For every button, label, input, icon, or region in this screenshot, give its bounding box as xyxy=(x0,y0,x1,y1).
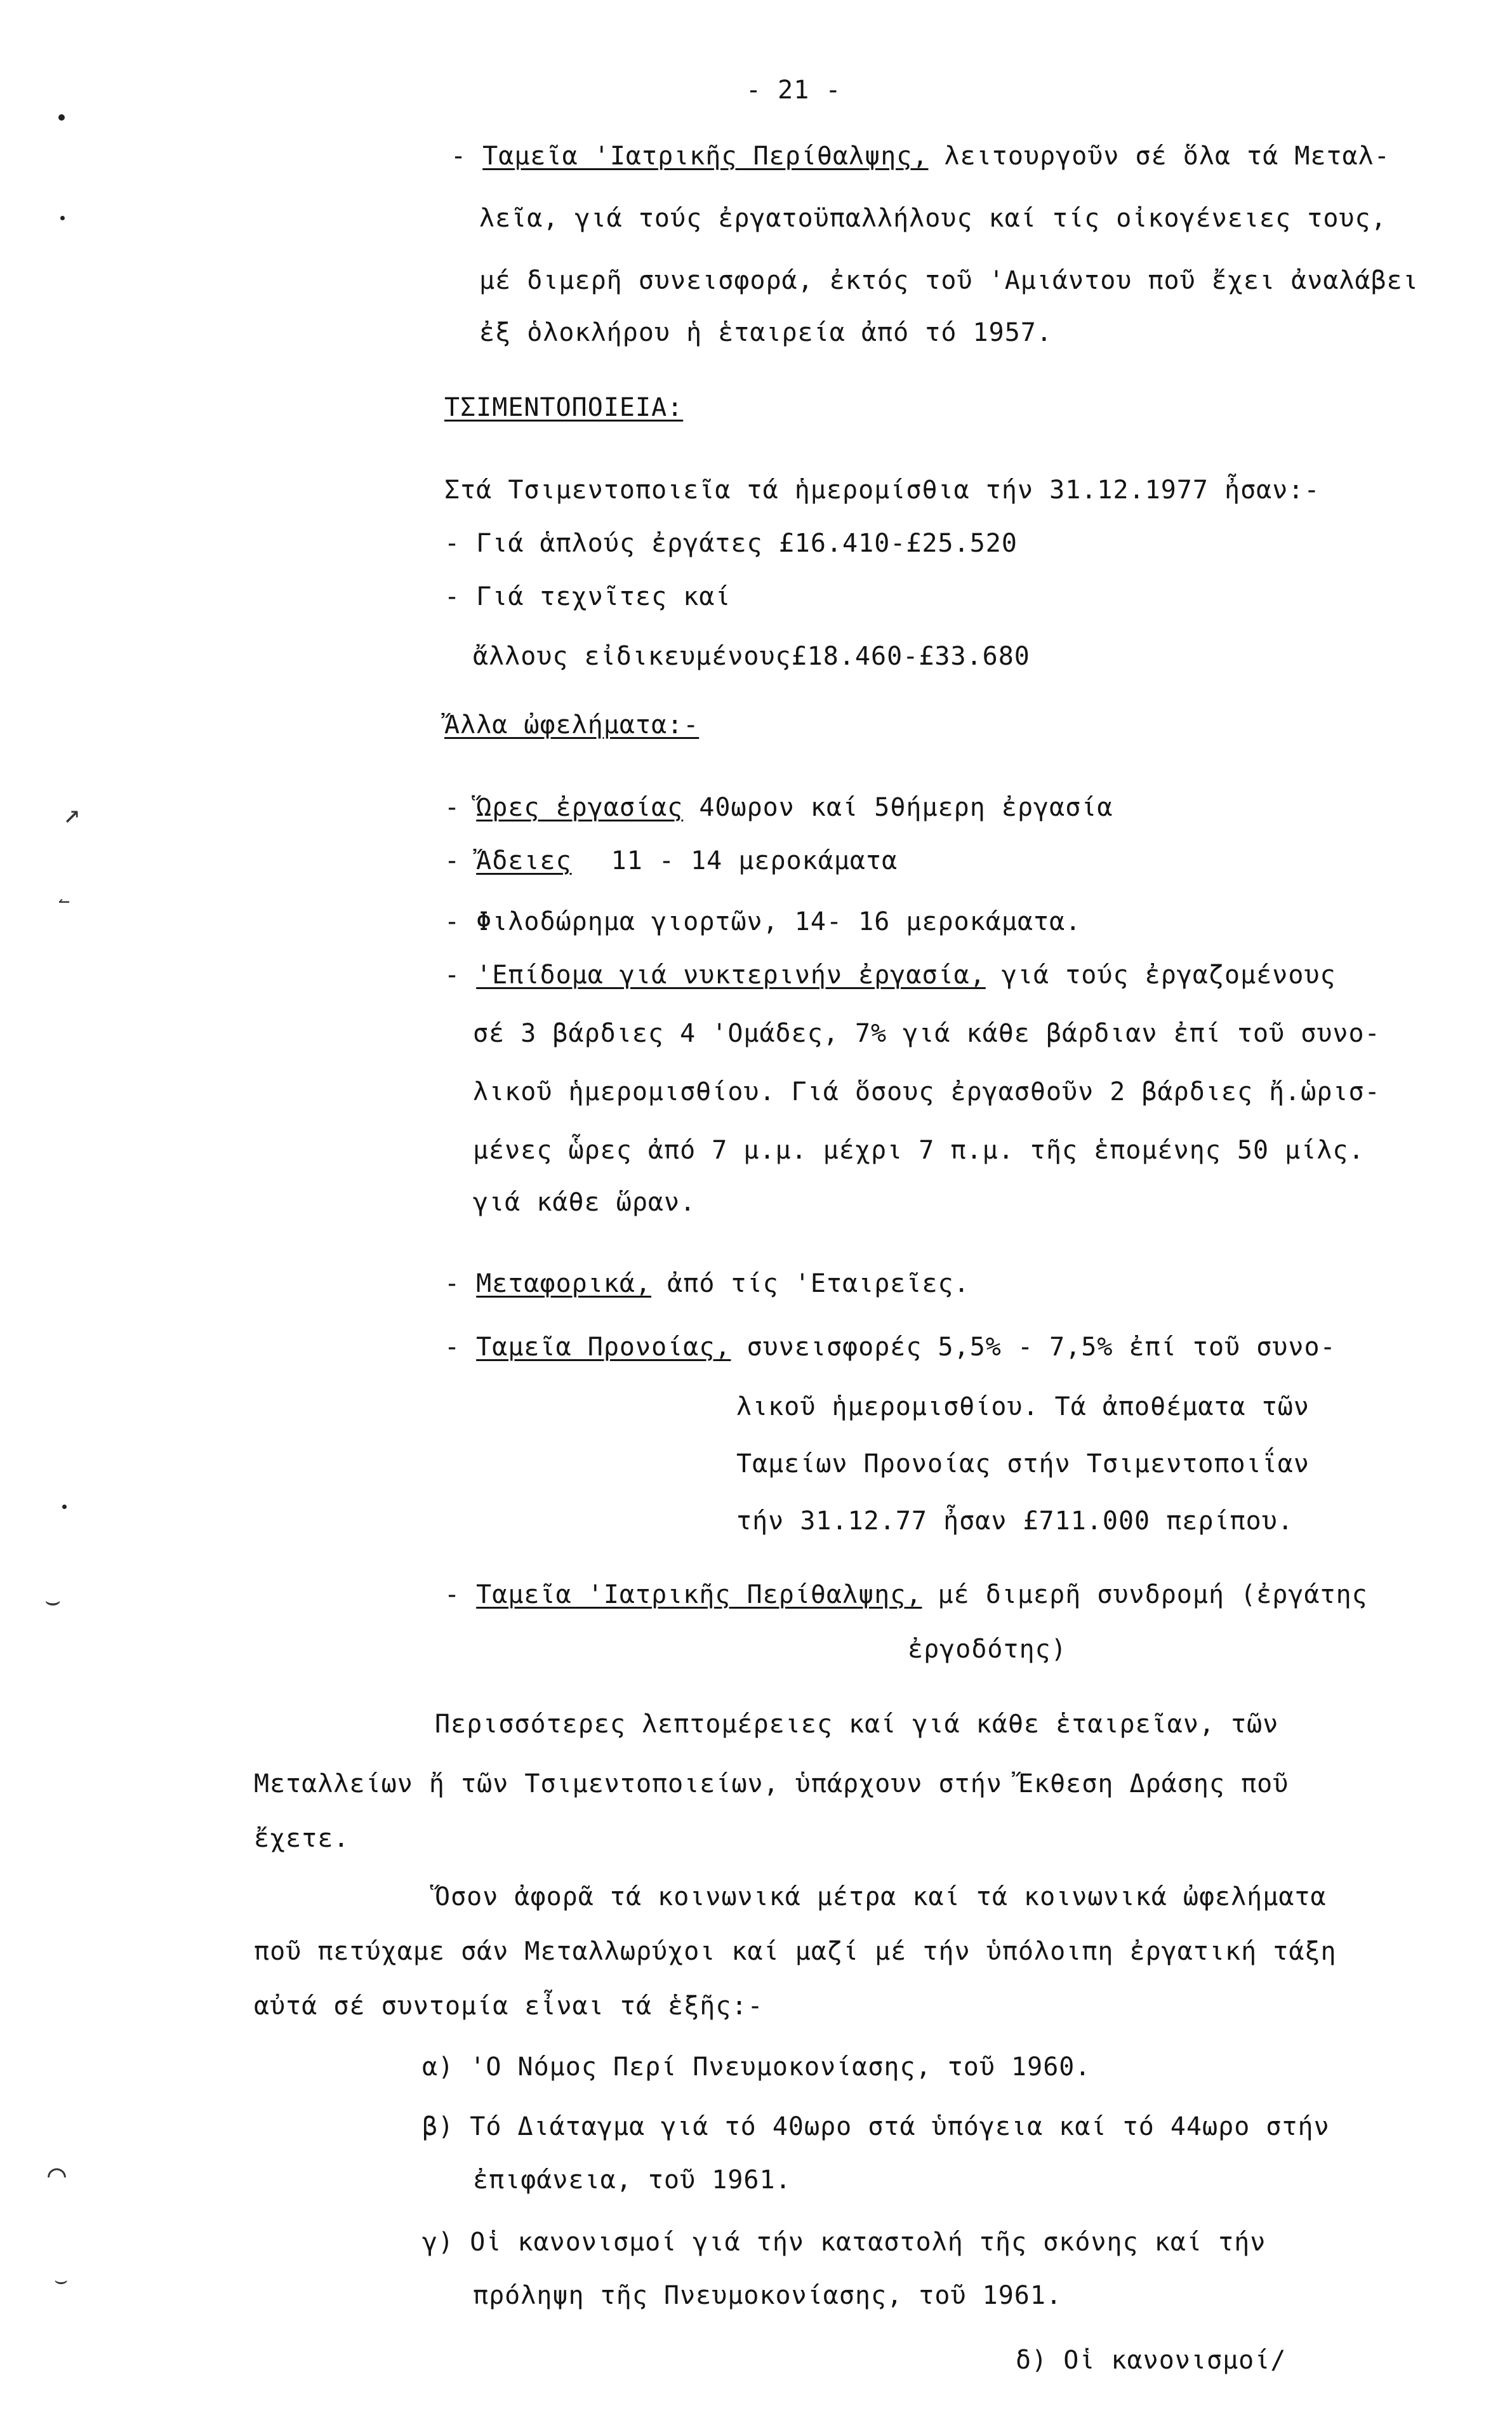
mines-medical-fund-label: Ταμεῖα 'Ιατρικῆς Περίθαλψης, xyxy=(482,142,929,171)
benefit-medical-line-1: - Ταμεῖα 'Ιατρικῆς Περίθαλψης, μέ διμερῆ συνδρομή (ἐργάτης xyxy=(444,1580,1368,1609)
transport-text: ἀπό τίς 'Εταιρεῖες. xyxy=(651,1269,970,1298)
list-item-text: Τό Διάταγμα γιά τό 40ωρο στά ὑπόγεια καί τό 44ωρο στήν xyxy=(470,2112,1330,2141)
provident-label: Ταμεῖα Προνοίας, xyxy=(476,1333,731,1362)
benefit-provident-line-2: λικοῦ ἡμερομισθίου. Τά ἀποθέματα τῶν xyxy=(736,1392,1310,1421)
list-marker: α) xyxy=(422,2052,454,2082)
benefit-night-allowance-line-4: μένες ὧρες ἀπό 7 μ.μ. μέχρι 7 π.μ. τῆς ἑπομένης 50 μίλς. xyxy=(473,1136,1365,1165)
cement-wages-intro: Στά Τσιμεντοποιεῖα τά ἡμερομίσθια τήν 31.12.1977 ἦσαν:- xyxy=(444,475,1320,505)
scan-speck xyxy=(58,114,65,121)
cement-wages-unskilled: - Γιά ἁπλούς ἐργάτες £16.410-£25.520 xyxy=(444,529,1018,558)
social-intro-line-1: Ὅσον ἀφορᾶ τά κοινωνικά μέτρα καί τά κοινωνικά ὠφελήματα xyxy=(435,1882,1327,1911)
list-marker: γ) xyxy=(422,2228,454,2257)
benefit-provident-line-3: Ταμείων Προνοίας στήν Τσιμεντοποιΐαν xyxy=(736,1449,1310,1479)
mines-medical-fund-line-1: - Ταμεῖα 'Ιατρικῆς Περίθαλψης, λειτουργοῦν σέ ὅλα τά Μεταλ- xyxy=(451,142,1390,171)
working-hours-label: Ὥρες ἐργασίας xyxy=(476,793,684,822)
medical-label: Ταμεῖα 'Ιατρικῆς Περίθαλψης, xyxy=(476,1580,922,1609)
medical-text: μέ διμερῆ συνδρομή (ἐργάτης xyxy=(922,1580,1368,1609)
benefit-night-allowance-line-2: σέ 3 βάρδιες 4 'Ομάδες, 7% γιά κάθε βάρδιαν ἐπί τοῦ συνο- xyxy=(473,1019,1381,1048)
list-item-c-line-2: πρόληψη τῆς Πνευμοκονίασης, τοῦ 1961. xyxy=(473,2281,1063,2310)
details-line-1: Περισσότερες λεπτομέρειες καί γιά κάθε ἑταιρεῖαν, τῶν xyxy=(435,1710,1279,1739)
cement-wages-specialised: ἄλλους εἰδικευμένους£18.460-£33.680 xyxy=(473,642,1030,671)
leave-label: Ἄδειες xyxy=(476,846,572,875)
list-item-c xyxy=(422,2227,1266,2257)
mines-medical-fund-line-4: ἐξ ὁλοκλήρου ἡ ἑταιρεία ἀπό τό 1957. xyxy=(479,318,1052,347)
list-item-b-line-2: ἐπιφάνεια, τοῦ 1961. xyxy=(473,2165,792,2195)
list-item-text: Οἱ κανονισμοί γιά τήν καταστολή τῆς σκόνης καί τήν xyxy=(470,2228,1266,2257)
details-line-3: ἔχετε. xyxy=(254,1824,350,1853)
scan-mark: ⌣ xyxy=(54,2268,69,2293)
social-intro-line-2: ποῦ πετύχαμε σάν Μεταλλωρύχοι καί μαζί μέ τήν ὑπόλοιπη ἐργατική τάξη xyxy=(254,1937,1337,1966)
scan-mark: ⌣ xyxy=(44,1586,62,1616)
provident-text: συνεισφορές 5,5% - 7,5% ἐπί τοῦ συνο- xyxy=(731,1333,1336,1362)
scan-mark: ↗ xyxy=(63,797,81,830)
benefit-leave: - Ἄδειες 11 - 14 μεροκάματα xyxy=(444,846,898,875)
benefit-provident-line-4: τήν 31.12.77 ἦσαν £711.000 περίπου. xyxy=(736,1506,1294,1536)
scan-mark: ⌒ xyxy=(48,2156,66,2191)
benefit-working-hours: - Ὥρες ἐργασίας 40ωρον καί 5θήμερη ἐργασία xyxy=(444,793,1113,822)
page-number: - 21 - xyxy=(746,76,842,105)
benefit-medical-line-2: ἐργοδότης) xyxy=(908,1635,1067,1664)
benefit-night-allowance-line-1: - 'Επίδομα γιά νυκτερινήν ἐργασία, γιά τούς ἐργαζομένους xyxy=(444,961,1336,990)
mines-medical-fund-line-2: λεῖα, γιά τούς ἐργατοϋπαλλήλους καί τίς οἰκογένειες τους, xyxy=(479,204,1387,233)
continuation-catchword: δ) Οἱ κανονισμοί/ xyxy=(1016,2346,1287,2375)
benefit-night-allowance-line-3: λικοῦ ἡμερομισθίου. Γιά ὅσους ἐργασθοῦν 2 βάρδιες ἤ.ὡρισ- xyxy=(473,1077,1381,1107)
list-item-b xyxy=(422,2111,1330,2142)
list-marker: β) xyxy=(422,2112,454,2141)
leave-text: 11 - 14 μεροκάματα xyxy=(611,846,898,875)
night-allowance-text: γιά τούς ἐργαζομένους xyxy=(985,961,1336,990)
benefit-transport: - Μεταφορικά, ἀπό τίς 'Εταιρεῖες. xyxy=(444,1269,970,1298)
list-item-a xyxy=(422,2052,1091,2082)
scan-mark: ↼ xyxy=(58,890,70,912)
list-item-text: 'Ο Νόμος Περί Πνευμοκονίασης, τοῦ 1960. xyxy=(470,2052,1091,2082)
social-intro-line-3: αὐτά σέ συντομία εἶναι τά ἑξῆς:- xyxy=(254,1991,764,2021)
night-allowance-label: 'Επίδομα γιά νυκτερινήν ἐργασία, xyxy=(476,961,986,990)
details-line-2: Μεταλλείων ἤ τῶν Τσιμεντοποιείων, ὑπάρχουν στήν Ἔκθεση Δράσης ποῦ xyxy=(254,1769,1289,1798)
mines-medical-fund-text: λειτουργοῦν σέ ὅλα τά Μεταλ- xyxy=(928,142,1390,171)
mines-medical-fund-line-3: μέ διμερῆ συνεισφορά, ἐκτός τοῦ 'Αμιάντου ποῦ ἔχει ἀναλάβει xyxy=(479,266,1419,295)
scan-speck xyxy=(60,216,65,220)
benefits-heading: Ἄλλα ὠφελήματα:- xyxy=(444,710,700,740)
benefit-night-allowance-line-5: γιά κάθε ὥραν. xyxy=(473,1188,696,1217)
cement-heading: ΤΣΙΜΕΝΤΟΠΟΙΕΙΑ: xyxy=(444,393,684,422)
benefit-provident-line-1: - Ταμεῖα Προνοίας, συνεισφορές 5,5% - 7,5% ἐπί τοῦ συνο- xyxy=(444,1333,1336,1362)
cement-wages-skilled: - Γιά τεχνῖτες καί xyxy=(444,582,731,611)
transport-label: Μεταφορικά, xyxy=(476,1269,652,1298)
working-hours-text: 40ωρον καί 5θήμερη ἐργασία xyxy=(683,793,1113,822)
benefit-holiday-bonus: - Φιλοδώρημα γιορτῶν, 14- 16 μεροκάματα. xyxy=(444,907,1082,936)
scan-speck xyxy=(62,1505,67,1509)
